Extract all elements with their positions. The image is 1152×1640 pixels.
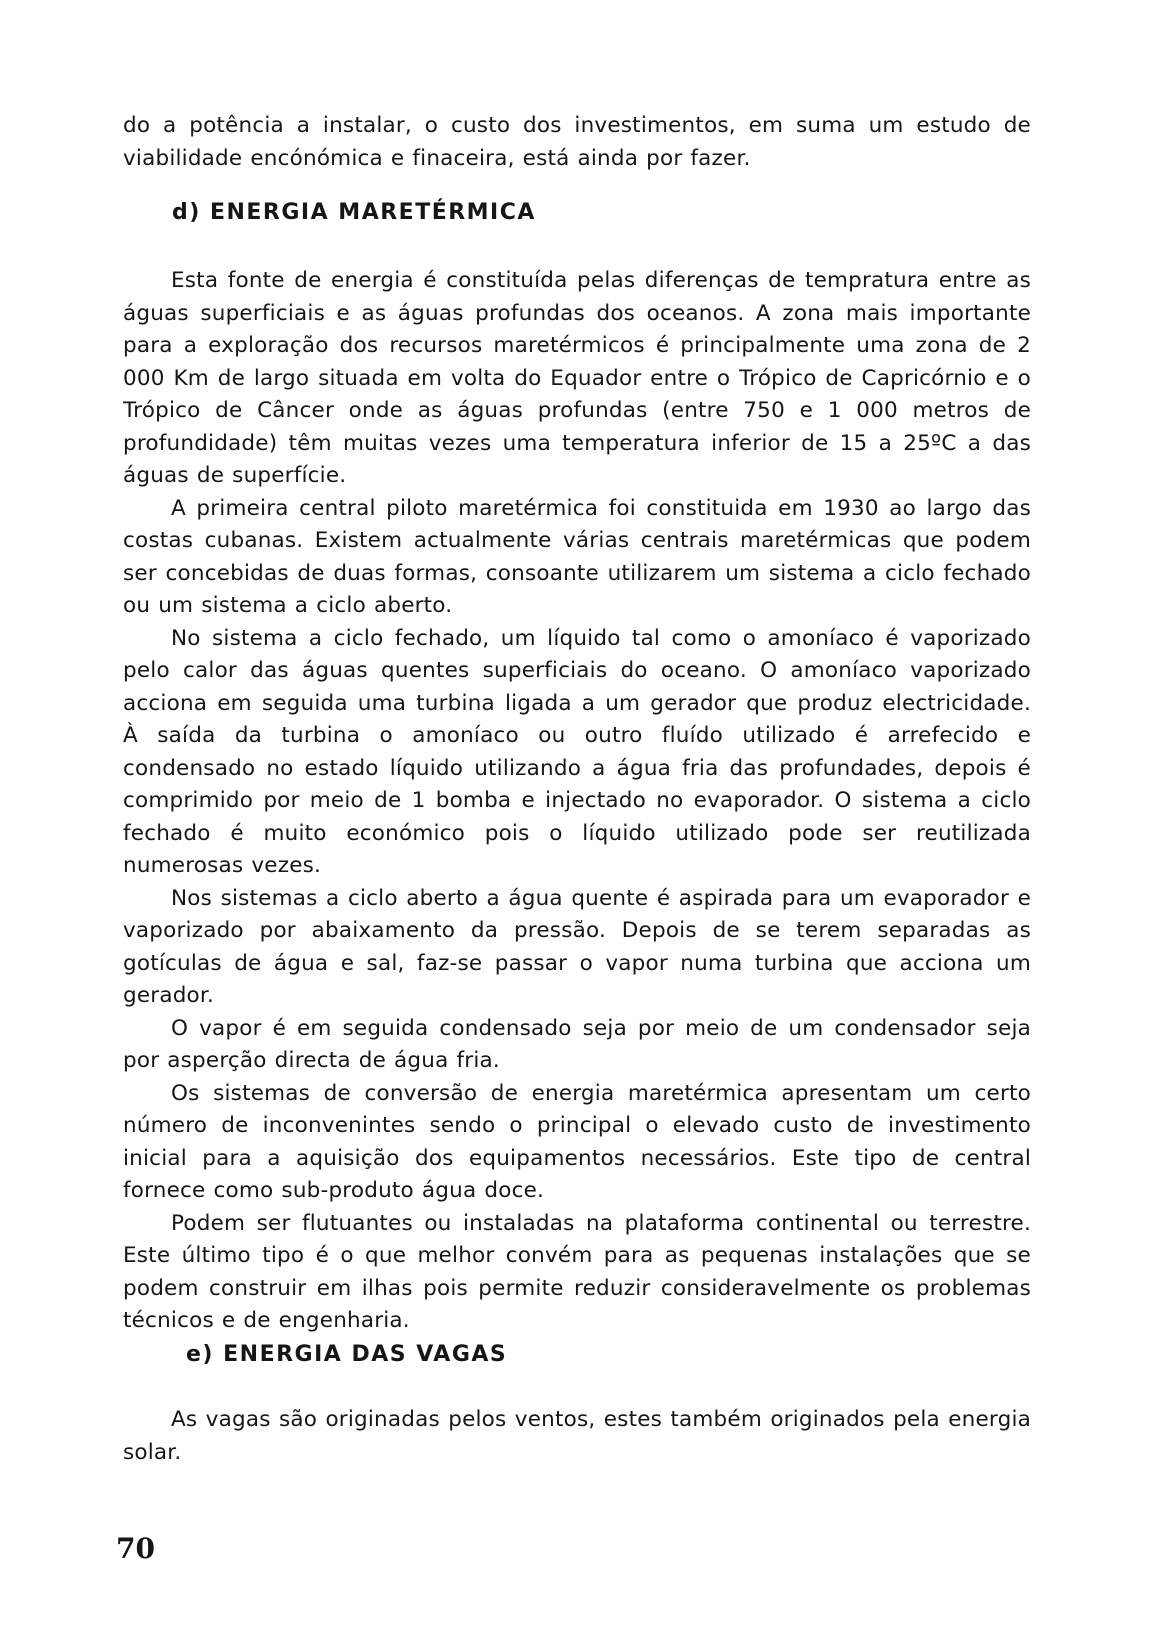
section-d-body (123, 265, 1031, 1338)
section-e-body (123, 1404, 1031, 1469)
intro-paragraph: do a potência a instalar, o custo dos investimentos, em suma um estudo de viabilidade encónómica e finaceira, está ainda por fazer. (123, 113, 1031, 171)
section-d-paragraph-1: Esta fonte de energia é constituída pelas diferenças de tempratura entre as águas superficiais e as águas profundas dos oceanos. A zona mais importante para a exploração dos recursos maretérmicos é principalmente uma zona de 2 000 Km de largo situada em volta do Equador entre o Trópico de Capricórnio e o Trópico de Câncer onde as águas profundas (entre 750 e 1 000 metros de profundidade) têm muitas vezes uma temperatura inferior de 15 a 25ºC a das águas de superfície. (123, 268, 1031, 488)
intro-text-block (123, 110, 1031, 175)
section-d-heading: d) ENERGIA MARETÉRMICA (172, 200, 536, 225)
section-e-paragraph-1: As vagas são originadas pelos ventos, estes também originados pela energia solar. (123, 1407, 1031, 1465)
section-d-paragraph-7: Podem ser flutuantes ou instaladas na plataforma continental ou terrestre. Este último tipo é o que melhor convém para as pequenas instalações que se podem construir em ilhas pois permite reduzir consideravelmente os problemas técnicos e de engenharia. (123, 1210, 1031, 1333)
section-d-paragraph-5: O vapor é em seguida condensado seja por meio de um condensador seja por asperção directa de água fria. (123, 1015, 1031, 1073)
section-d-paragraph-2: A primeira central piloto maretérmica foi constituida em 1930 ao largo das costas cubanas. Existem actualmente várias centrais maretérmicas que podem ser concebidas de duas formas, consoante utilizarem um sistema a ciclo fechado ou um sistema a ciclo aberto. (123, 495, 1031, 618)
section-d-paragraph-3: No sistema a ciclo fechado, um líquido tal como o amoníaco é vaporizado pelo calor das águas quentes superficiais do oceano. O amoníaco vaporizado acciona em seguida uma turbina ligada a um gerador que produz electricidade. À saída da turbina o amoníaco ou outro fluído utilizado é arrefecido e condensado no estado líquido utilizando a água fria das profundades, depois é comprimido por meio de 1 bomba e injectado no evaporador. O sistema a ciclo fechado é muito económico pois o líquido utilizado pode ser reutilizada numerosas vezes. (123, 625, 1031, 878)
section-d-paragraph-6: Os sistemas de conversão de energia maretérmica apresentam um certo número de inconvenintes sendo o principal o elevado custo de investimento inicial para a aquisição dos equipamentos necessários. Este tipo de central fornece como sub-produto água doce. (123, 1080, 1031, 1203)
section-d-paragraph-4: Nos sistemas a ciclo aberto a água quente é aspirada para um evaporador e vaporizado por abaixamento da pressão. Depois de se terem separadas as gotículas de água e sal, faz-se passar o vapor numa turbina que acciona um gerador. (123, 885, 1031, 1008)
section-e-heading: e) ENERGIA DAS VAGAS (186, 1342, 508, 1367)
page-number: 70 (116, 1532, 155, 1565)
